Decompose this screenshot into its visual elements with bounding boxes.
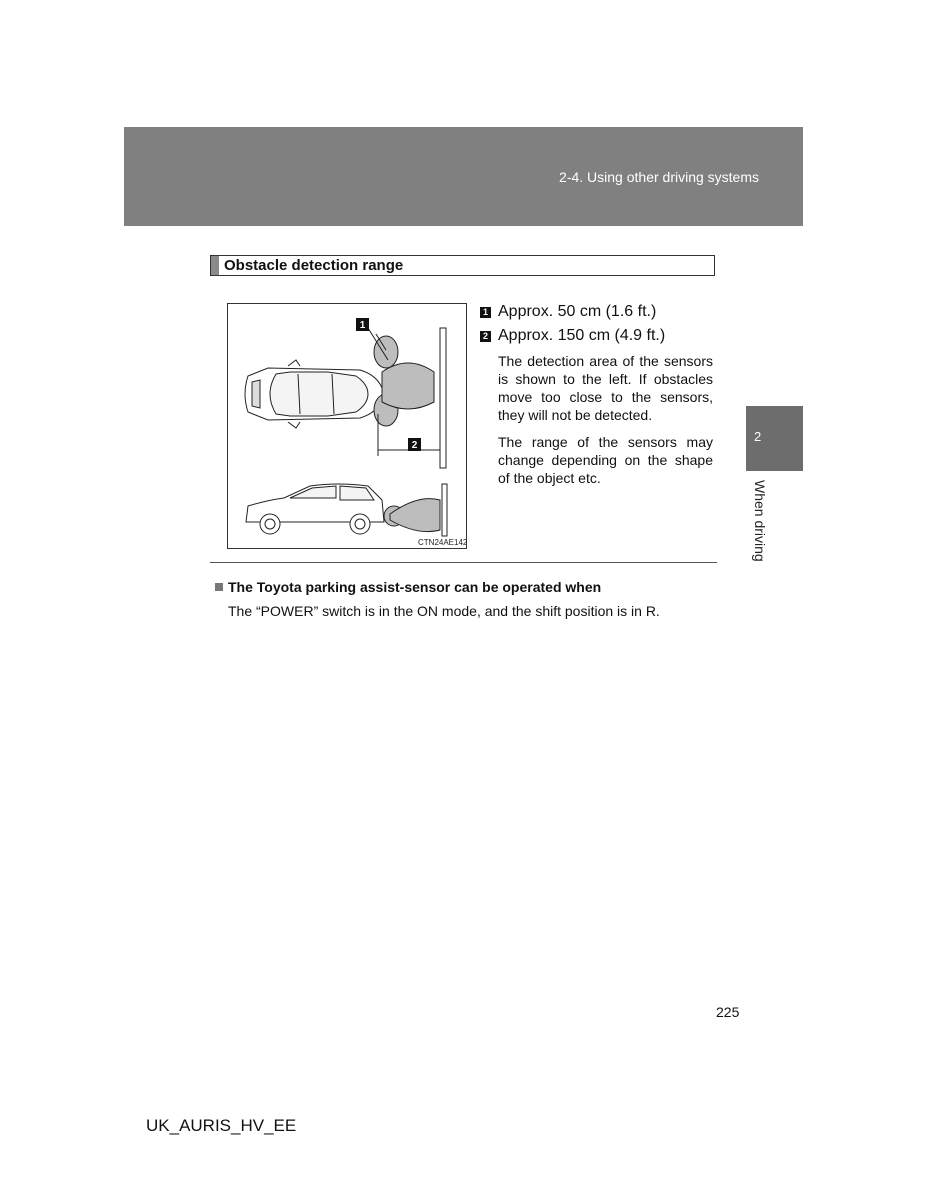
- legend-item: [480, 300, 720, 324]
- figure-code: CTN24AE142: [418, 538, 468, 547]
- document-code: UK_AURIS_HV_EE: [146, 1116, 297, 1135]
- sensor-zones-top-view: [374, 336, 434, 426]
- legend-text-2: Approx. 150 cm (4.9 ft.): [498, 327, 666, 344]
- section-title: 2-4. Using other driving systems: [559, 169, 759, 185]
- legend-number-1: 1: [480, 307, 491, 318]
- sensor-zones-side-view: [384, 499, 440, 532]
- detection-range-figure: [227, 303, 467, 549]
- chapter-number: 2: [754, 429, 762, 444]
- callout-1-label: 1: [359, 320, 366, 331]
- detection-range-illustration: [228, 304, 468, 550]
- chapter-label: When driving: [752, 480, 768, 562]
- legend-number-2: 2: [480, 331, 491, 342]
- section-divider: [210, 562, 717, 563]
- section-heading: [210, 255, 715, 276]
- callout-2-label: 2: [411, 440, 418, 451]
- legend-text-1: Approx. 50 cm (1.6 ft.): [498, 303, 657, 320]
- note-bullet-icon: [215, 583, 223, 591]
- header-band: [124, 127, 803, 226]
- side-wall-obstacle: [442, 484, 447, 536]
- car-top-view-illustration: [245, 360, 384, 428]
- page-number: 225: [716, 1004, 740, 1020]
- chapter-tab[interactable]: [746, 406, 803, 471]
- note-heading-text: The Toyota parking assist-sensor can be operated when: [228, 579, 602, 595]
- car-side-view-illustration: [246, 484, 384, 534]
- wall-obstacle: [440, 328, 446, 468]
- section-heading-text: Obstacle detection range: [224, 257, 404, 274]
- note-body: The “POWER” switch is in the ON mode, and the shift position is in R.: [228, 603, 660, 619]
- legend-item: [480, 324, 720, 348]
- legend: [480, 300, 720, 348]
- heading-accent-bar: [211, 256, 219, 275]
- description-paragraph-1: The detection area of the sensors is shown to the left. If obstacles move too close to the sensors, they will not be detected.: [498, 353, 713, 423]
- description-paragraph-2: The range of the sensors may change depending on the shape of the object etc.: [498, 434, 713, 486]
- note-heading: [215, 579, 601, 595]
